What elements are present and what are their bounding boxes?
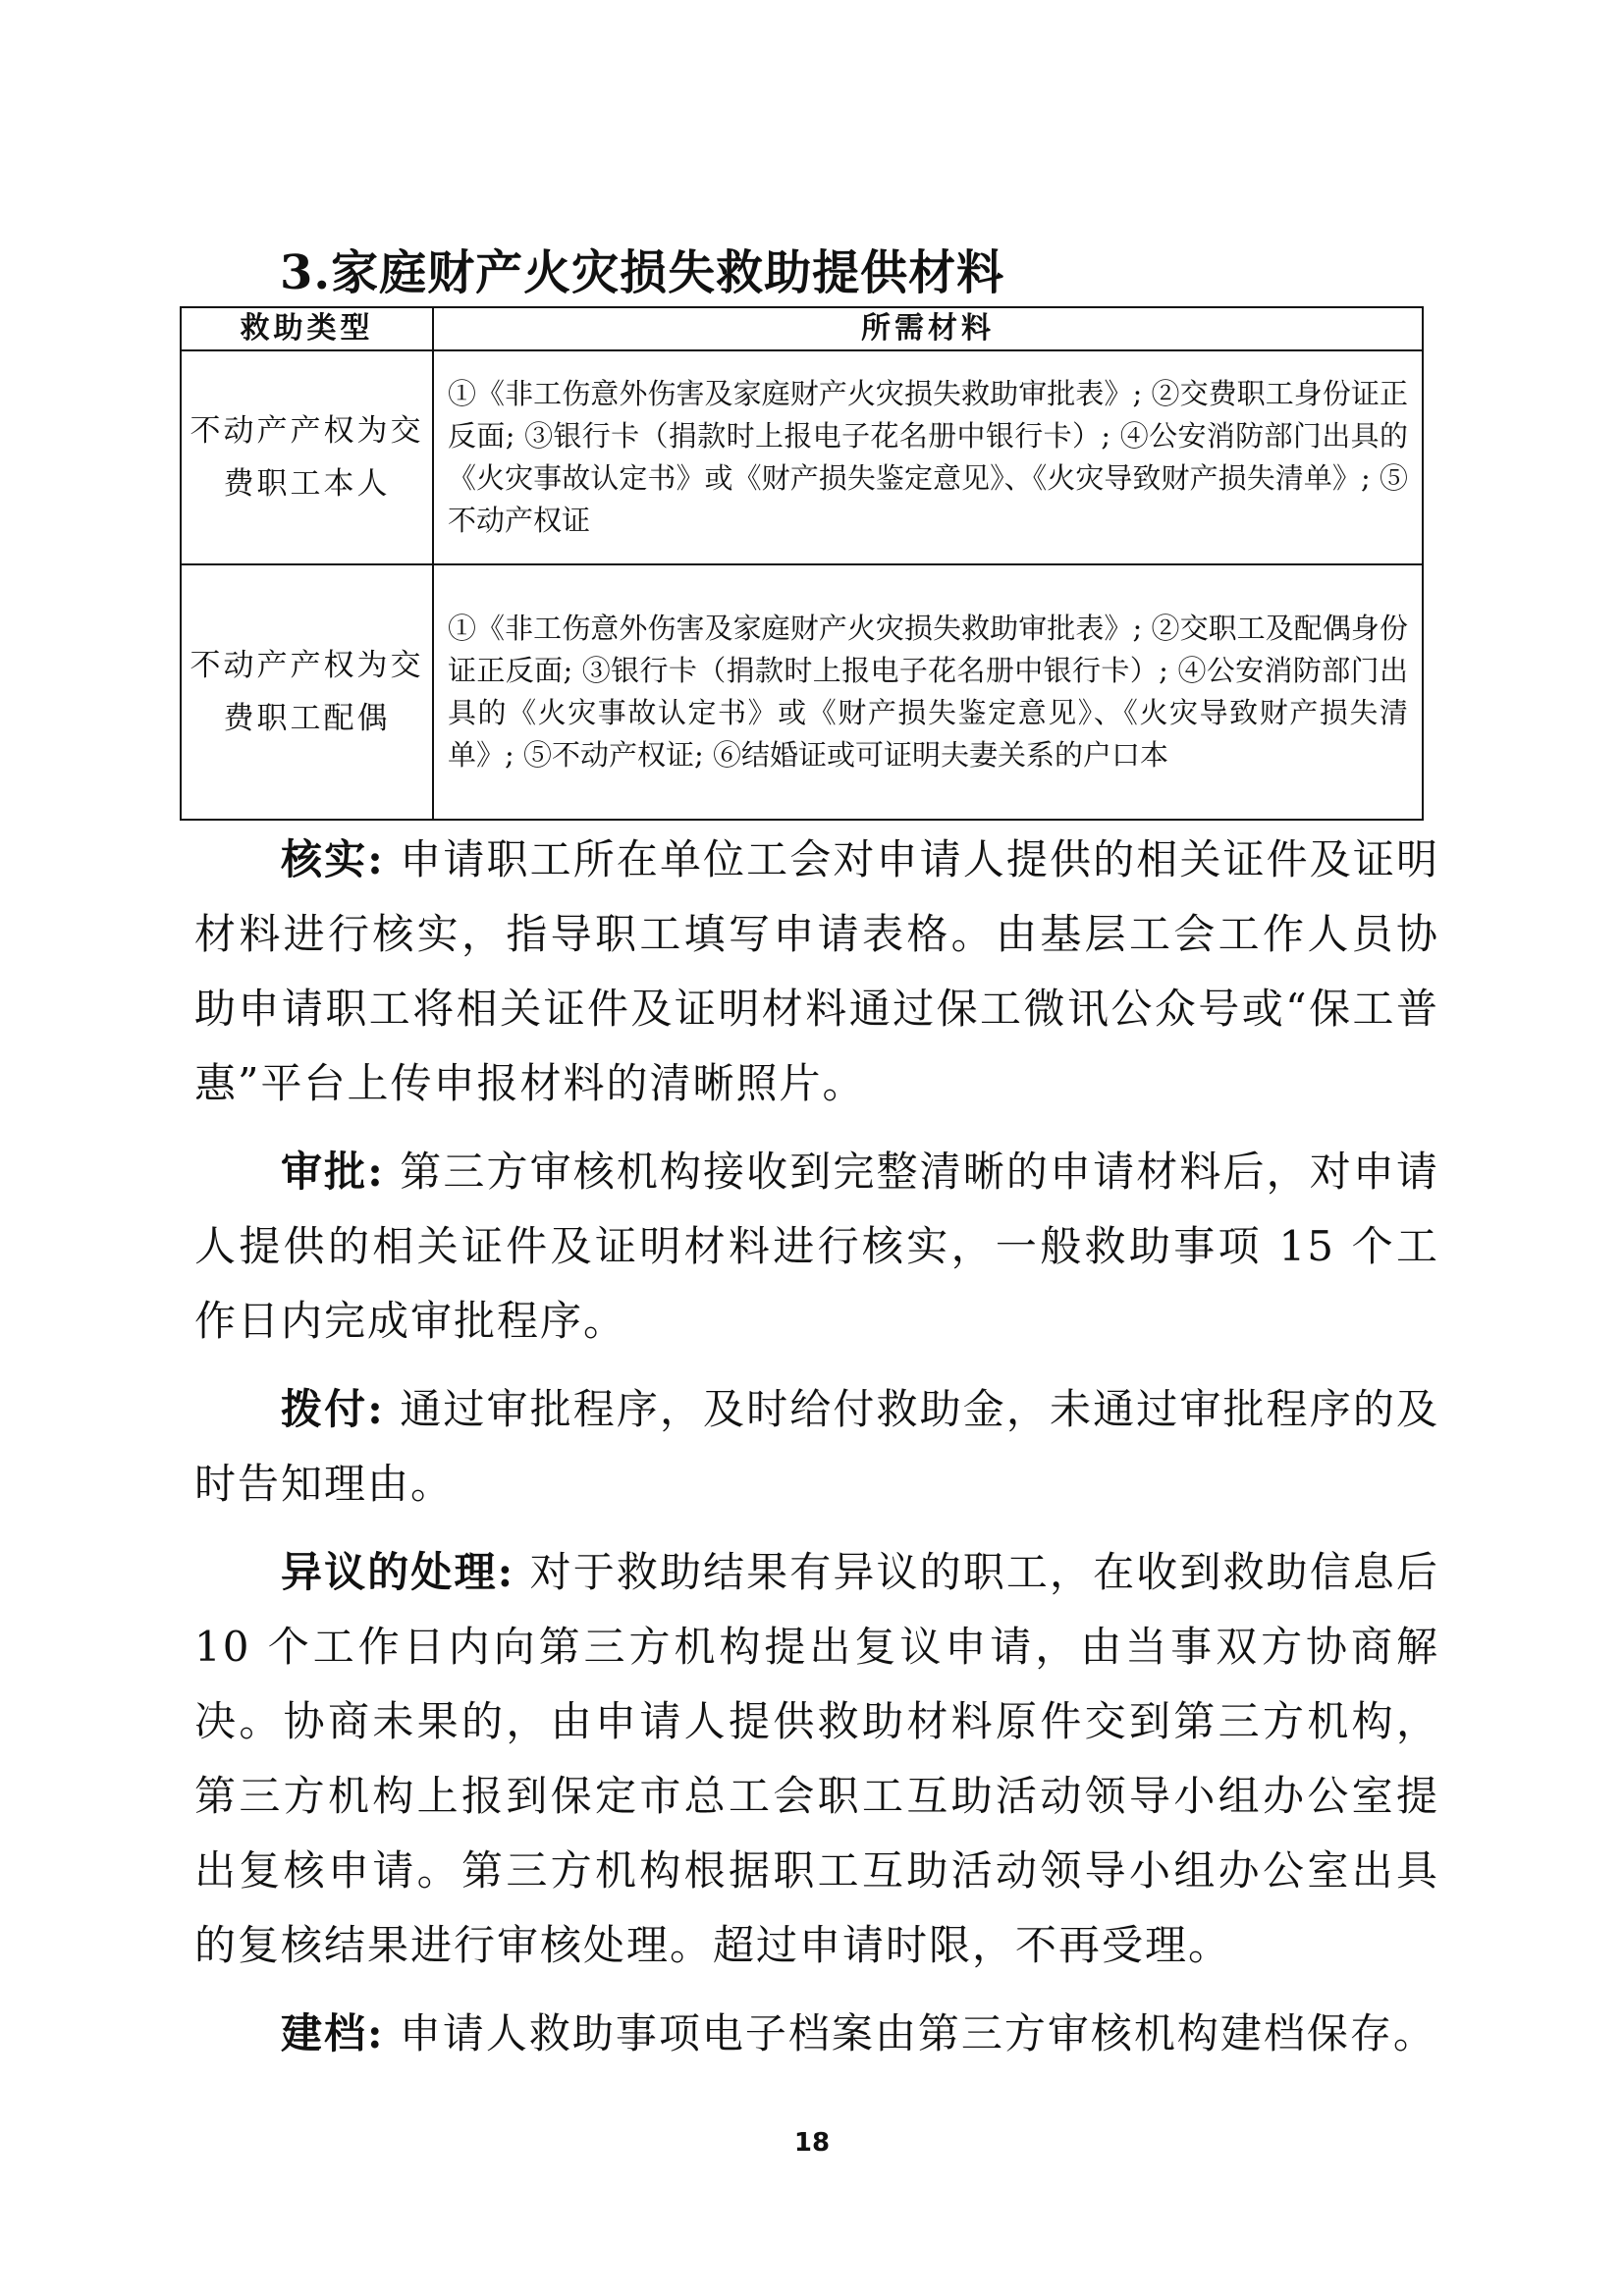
paragraph-text: 申请人救助事项电子档案由第三方审核机构建档保存。 (384, 2009, 1436, 2057)
body-text (194, 823, 1439, 2085)
materials-table (180, 306, 1424, 821)
paragraph-lead: 拨付: (281, 1385, 385, 1433)
paragraph-text: 第三方审核机构接收到完整清晰的申请材料后，对申请人提供的相关证件及证明材料进行核实，一般救助事项 15 个工作日内完成审批程序。 (194, 1148, 1439, 1345)
paragraph-text: 对于救助结果有异议的职工，在收到救助信息后 10 个工作日内向第三方机构提出复议申请，由当事双方协商解决。协商未果的，由申请人提供救助材料原件交到第三方机构，第三方机构上报到保定市总工会职工互助活动领导小组办公室提出复核申请。第三方机构根据职工互助活动领导小组办公室出具的复核结果进行审核处理。超过申请时限，不再受理。 (194, 1548, 1439, 1969)
section-title: 3.家庭财产火灾损失救助提供材料 (280, 245, 1005, 300)
paragraph-lead: 建档: (281, 2009, 385, 2057)
header-required-materials: 所需材料 (433, 307, 1423, 350)
assistance-type-cell: 不动产产权为交费职工本人 (181, 350, 433, 564)
paragraph-verification (194, 823, 1439, 1121)
paragraph-archiving (194, 1997, 1439, 2071)
paragraph-lead: 异议的处理: (281, 1548, 515, 1596)
paragraph-lead: 核实: (281, 835, 385, 883)
page-number: 18 (793, 2128, 831, 2158)
required-materials-cell: ①《非工伤意外伤害及家庭财产火灾损失救助审批表》; ②交职工及配偶身份证正反面; ③银行卡（捐款时上报电子花名册中银行卡）; ④公安消防部门出具的《火灾事故认定书》或《财产损失鉴定意见》、《火灾导致财产损失清单》; ⑤不动产权证; ⑥结婚证或可证明夫妻关系的户口本 (433, 564, 1423, 820)
assistance-type-cell: 不动产产权为交费职工配偶 (181, 564, 433, 820)
table-row (181, 350, 1423, 564)
table-row (181, 564, 1423, 820)
header-assistance-type: 救助类型 (181, 307, 433, 350)
table-header-row (181, 307, 1423, 350)
paragraph-text: 申请职工所在单位工会对申请人提供的相关证件及证明材料进行核实，指导职工填写申请表格。由基层工会工作人员协助申请职工将相关证件及证明材料通过保工微讯公众号或“保工普惠”平台上传申报材料的清晰照片。 (194, 835, 1439, 1107)
paragraph-disbursement (194, 1372, 1439, 1522)
paragraph-text: 通过审批程序，及时给付救助金，未通过审批程序的及时告知理由。 (194, 1385, 1439, 1508)
paragraph-approval (194, 1135, 1439, 1359)
paragraph-objection-handling (194, 1535, 1439, 1983)
required-materials-cell: ①《非工伤意外伤害及家庭财产火灾损失救助审批表》; ②交费职工身份证正反面; ③银行卡（捐款时上报电子花名册中银行卡）; ④公安消防部门出具的《火灾事故认定书》或《财产损失鉴定意见》、《火灾导致财产损失清单》; ⑤不动产权证 (433, 350, 1423, 564)
paragraph-lead: 审批: (281, 1148, 385, 1196)
